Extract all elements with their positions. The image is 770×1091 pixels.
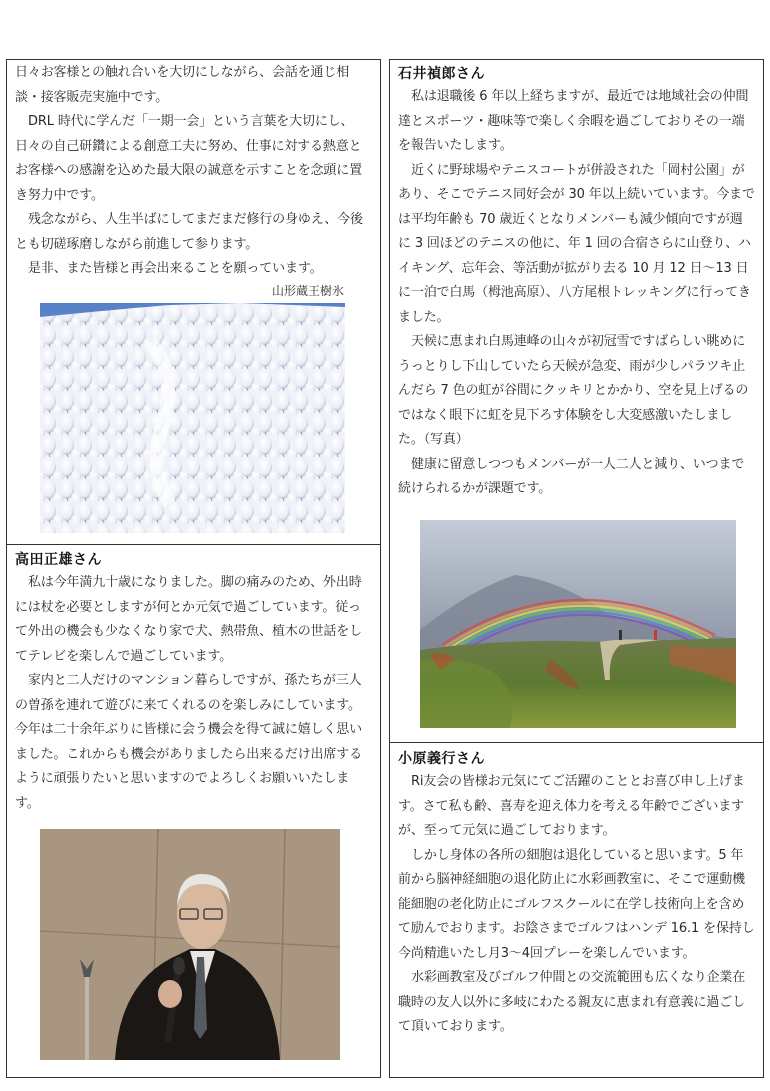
takada-section <box>7 549 380 816</box>
speaker-portrait-image <box>40 829 340 1060</box>
right-column-box <box>389 59 764 1078</box>
intro-paragraph-3: 残念ながら、人生半ばにしてまだまだ修行の身ゆえ、今後とも切磋琢磨しながら前進して参ります。 <box>15 212 363 252</box>
ishii-paragraph-3: 天候に恵まれ白馬連峰の山々が初冠雪ですばらしい眺めにうっとりし下山していたら天候が急変、雨が少しパラツキ止んだら 7 色の虹が谷間にクッキリとかかり、空を見上げるのではなく眼下に虹を見下ろす体験をし大変感激いたしました。（写真） <box>398 334 749 447</box>
rainbow-landscape-image <box>420 520 736 728</box>
ohara-paragraph-3: 水彩画教室及びゴルフ仲間との交流範囲も広くなり企業在職時の友人以外に多岐にわたる親友に恵まれ有意義に過ごして頂いております。 <box>398 970 746 1034</box>
ohara-section <box>390 748 763 1040</box>
ohara-paragraph-2: しかし身体の各所の細胞は退化していると思います。5 年前から脳神経細胞の退化防止に水彩画教室に、そこで運動機能細胞の老化防止にゴルフスクールに在学し技術向上を含めて励んでおります。お陰さまでゴルフはハンデ 16.1 を保持し今尚精進いたし月3～4回プレーを楽しんでいます。 <box>398 847 755 961</box>
intro-section <box>7 61 380 300</box>
intro-paragraph-1: 日々お客様との触れ合いを大切にしながら、会話を通じ相談・接客販売実施中です。 <box>15 65 350 105</box>
ishii-paragraph-2: 近くに野球場やテニスコートが併設された「岡村公園」があり、そこでテニス同好会が 30 年以上続いています。今までは平均年齢も 70 歳近くとなりメンバーも減少傾向ですが週に 3 回ほどのテニスの他に、年 1 回の合宿さらに山登り、ハイキング、忘年会、等活動が拡がり去る 10 月 12 日～13 日に一泊で白馬（栂池高原）、八方尾根トレッキングに行ってきました。 <box>398 162 755 325</box>
section-divider <box>7 544 380 545</box>
snow-monsters-photo <box>40 303 345 533</box>
intro-paragraph-4: 是非、また皆様と再会出来ることを願っています。 <box>28 261 323 276</box>
ishii-section <box>390 63 763 502</box>
ishii-paragraph-4: 健康に留意しつつもメンバーが一人二人と減り、いつまで続けられるかが課題です。 <box>398 456 745 496</box>
author-name: 高田正雄さん <box>15 552 102 568</box>
snow-monsters-image <box>40 303 345 533</box>
takada-paragraph-1: 私は今年満九十歳になりました。脚の痛みのため、外出時には杖を必要としますが何とか元気で過ごしています。従って外出の機会も少なくなり家で犬、熱帯魚、植木の世話をしてテレビを楽しんで過ごしています。 <box>15 575 362 664</box>
rainbow-photo <box>420 520 736 728</box>
section-divider <box>390 742 763 743</box>
takada-paragraph-2: 家内と二人だけのマンション暮らしですが、孫たちが三人の曽孫を連れて遊びに来てくれるのを楽しみにしています。今年は二十余年ぶりに皆様に会う機会を得て誠に嬉しく思いました。これからも機会がありましたら出来るだけ出席するように頑張りたいと思いますのでよろしくお願いいたします。 <box>15 673 362 811</box>
author-name: 石井禎郎さん <box>398 66 485 82</box>
ohara-paragraph-1: Ri友会の皆様お元気にてご活躍のこととお喜び申し上げます。さて私も齢、喜寿を迎え体力を考える年齢でございますが、至って元気に過ごしております。 <box>398 774 745 838</box>
left-column-box <box>6 59 381 1078</box>
photo-caption: 山形蔵王樹氷 <box>271 283 344 298</box>
ishii-paragraph-1: 私は退職後 6 年以上経ちますが、最近では地域社会の仲間達とスポーツ・趣味等で楽しく余暇を過ごしておりその一端を報告いたします。 <box>398 89 749 153</box>
author-name: 小原義行さん <box>398 751 485 767</box>
portrait-photo <box>40 829 340 1060</box>
intro-paragraph-2: DRL 時代に学んだ「一期一会」という言葉を大切にし、日々の自己研鑽による創意工夫に努め、仕事に対する熱意とお客様への感謝を込めた最大限の誠意を示すことを念頭に置き努力中です。 <box>15 114 362 203</box>
